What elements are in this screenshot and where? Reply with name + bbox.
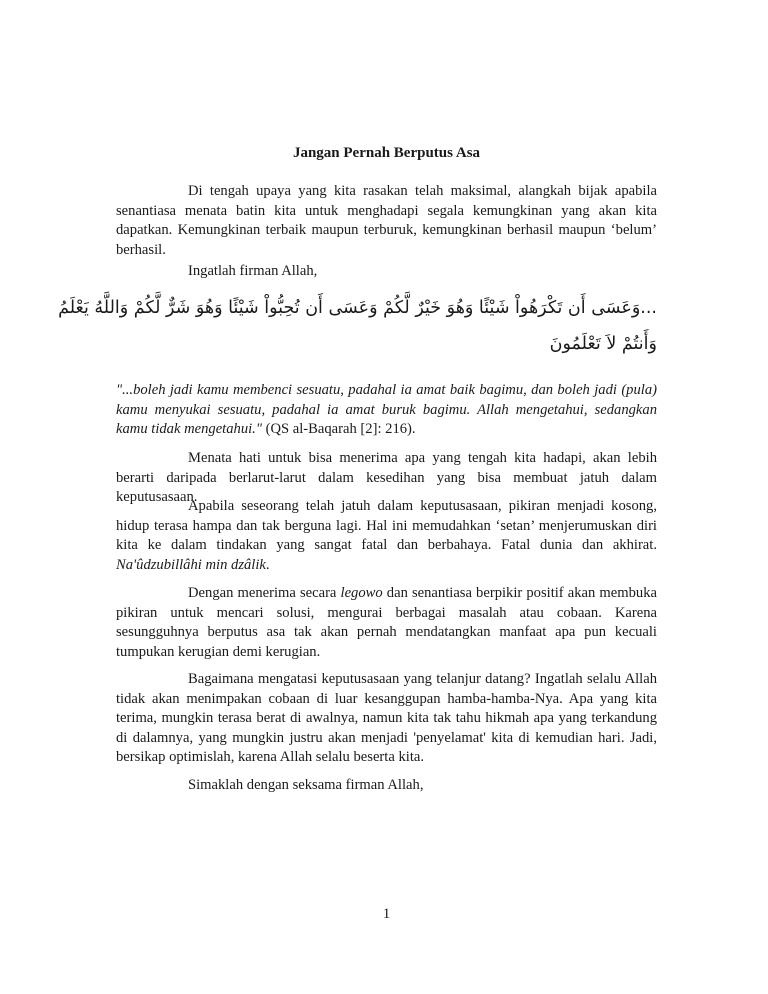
page-number: 1: [382, 906, 391, 922]
paragraph-4: [116, 497, 657, 575]
paragraph-7-text: Simaklah dengan seksama firman Allah,: [188, 777, 424, 793]
paragraph-5-rest: dan senantiasa berpikir positif akan membuka pikiran untuk mencari solusi, mengurai berbagai masalah atau cobaan. Karena sesungguhnya berputus asa tak akan pernah mendatangkan manfaat apa pun kecuali tumpukan kerugian demi kerugian.: [116, 585, 657, 660]
quote-reference: (QS al-Baqarah [2]: 216).: [261, 421, 416, 438]
translation-quote: [116, 381, 657, 440]
paragraph-4-end: .: [265, 556, 270, 573]
paragraph-6: [116, 670, 657, 768]
paragraph-4-text: Apabila seseorang telah jatuh dalam keputusasaan, pikiran menjadi kosong, hidup terasa hampa dan tak berguna lagi. Hal ini memudahkan ‘setan’ menjerumuskan diri kita ke dalam tindakan yang sangat fatal dan berbahaya. Fatal dunia dan akhirat.: [116, 498, 657, 554]
paragraph-4-italic: Na'ûdzubillâhi min dzâlik: [116, 556, 266, 573]
document-title: Jangan Pernah Berputus Asa: [292, 145, 481, 161]
arabic-verse-line-2: وَأَنتُمْ لاَ تَعْلَمُونَ: [549, 334, 657, 354]
paragraph-6-text: Bagaimana mengatasi keputusasaan yang telanjur datang? Ingatlah selalu Allah tidak akan menimpakan cobaan di luar kesanggupan hamba-hamba-Nya. Apa yang kita terima, mungkin terasa berat di awalnya, namun kita tak tahu hikmah apa yang terkandung di dalamnya, yang mungkin justru akan menjadi 'penyelamat' kita di kemudian hari. Jadi, bersikap optimislah, karena Allah selalu beserta kita.: [116, 671, 657, 766]
paragraph-5-italic: legowo: [340, 585, 383, 601]
translation-italic: "...boleh jadi kamu membenci sesuatu, padahal ia amat baik bagimu, dan boleh jadi (pula) kamu menyukai sesuatu, padahal ia amat buruk bagimu. Allah mengetahui, sedangkan kamu tidak mengetahui.": [116, 382, 657, 438]
arabic-verse-line-1: ...وَعَسَى أَن تَكْرَهُواْ شَيْئًا وَهُوَ خَيْرٌ لَّكُمْ وَعَسَى أَن تُحِبُّواْ شَيْئًا وَهُوَ شَرٌّ لَّكُمْ وَاللَّهُ يَعْلَمُ: [58, 298, 657, 318]
paragraph-7: [116, 776, 657, 796]
paragraph-2-text: Ingatlah firman Allah,: [188, 263, 318, 279]
arabic-verse: [58, 290, 657, 362]
paragraph-3-text: Menata hati untuk bisa menerima apa yang tengah kita hadapi, akan lebih berarti daripada berlarut-larut dalam kesedihan yang bisa membuat jatuh dalam keputusasaan.: [116, 450, 657, 506]
paragraph-5-start: Dengan menerima secara: [188, 585, 341, 601]
paragraph-2: [116, 262, 657, 282]
paragraph-1-text: Di tengah upaya yang kita rasakan telah maksimal, alangkah bijak apabila senantiasa menata batin kita untuk menghadapi segala kemungkinan yang akan kita dapatkan. Kemungkinan terbaik maupun terburuk, kemungkinan berhasil maupun ‘belum’ berhasil.: [116, 183, 657, 258]
paragraph-1: [116, 182, 657, 260]
paragraph-5: [116, 584, 657, 662]
